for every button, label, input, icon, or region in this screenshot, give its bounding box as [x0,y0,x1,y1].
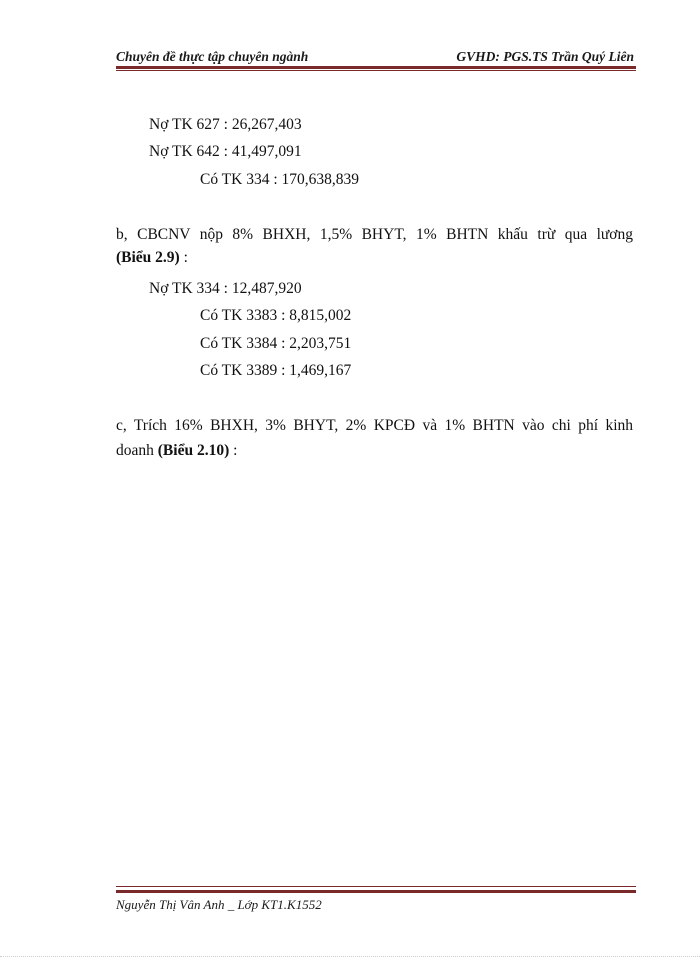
header-right: GVHD: PGS.TS Trần Quý Liên [456,49,634,64]
entry-credit-3389: Có TK 3389 : 1,469,167 [200,362,352,379]
paragraph-c-text2: doanh [116,442,158,459]
entry-debit-334: Nợ TK 334 : 12,487,920 [149,280,302,297]
paragraph-c-suffix: : [229,442,238,459]
footer-rule-thin [116,886,636,887]
paragraph-b-suffix: : [179,249,188,266]
header-left: Chuyên đề thực tập chuyên ngành [116,49,309,64]
page-edge-divider [0,956,700,958]
paragraph-b-text: b, CBCNV nộp 8% BHXH, 1,5% BHYT, 1% BHTN khấu trừ qua lương [116,226,633,243]
page-footer: Nguyễn Thị Vân Anh _ Lớp KT1.K1552 [116,897,322,912]
entry-credit-334: Có TK 334 : 170,638,839 [200,171,360,188]
footer-rule-thick [116,890,636,893]
entry-credit-3383: Có TK 3383 : 8,815,002 [200,307,352,324]
paragraph-c-ref: (Biểu 2.10) [157,442,230,459]
entry-debit-642: Nợ TK 642 : 41,497,091 [149,143,302,160]
header-rule-thick [116,66,636,69]
paragraph-c-text: c, Trích 16% BHXH, 3% BHYT, 2% KPCĐ và 1% BHTN vào chi phí kinh [116,417,633,434]
paragraph-b [116,221,633,249]
page-header [116,49,634,65]
paragraph-b-ref-line [116,249,188,267]
paragraph-c [116,412,633,440]
paragraph-c-ref-line [116,442,237,460]
entry-debit-627: Nợ TK 627 : 26,267,403 [149,116,302,133]
entry-credit-3384: Có TK 3384 : 2,203,751 [200,335,352,352]
paragraph-b-ref: (Biểu 2.9) [116,249,180,266]
header-rule-thin [116,70,636,71]
